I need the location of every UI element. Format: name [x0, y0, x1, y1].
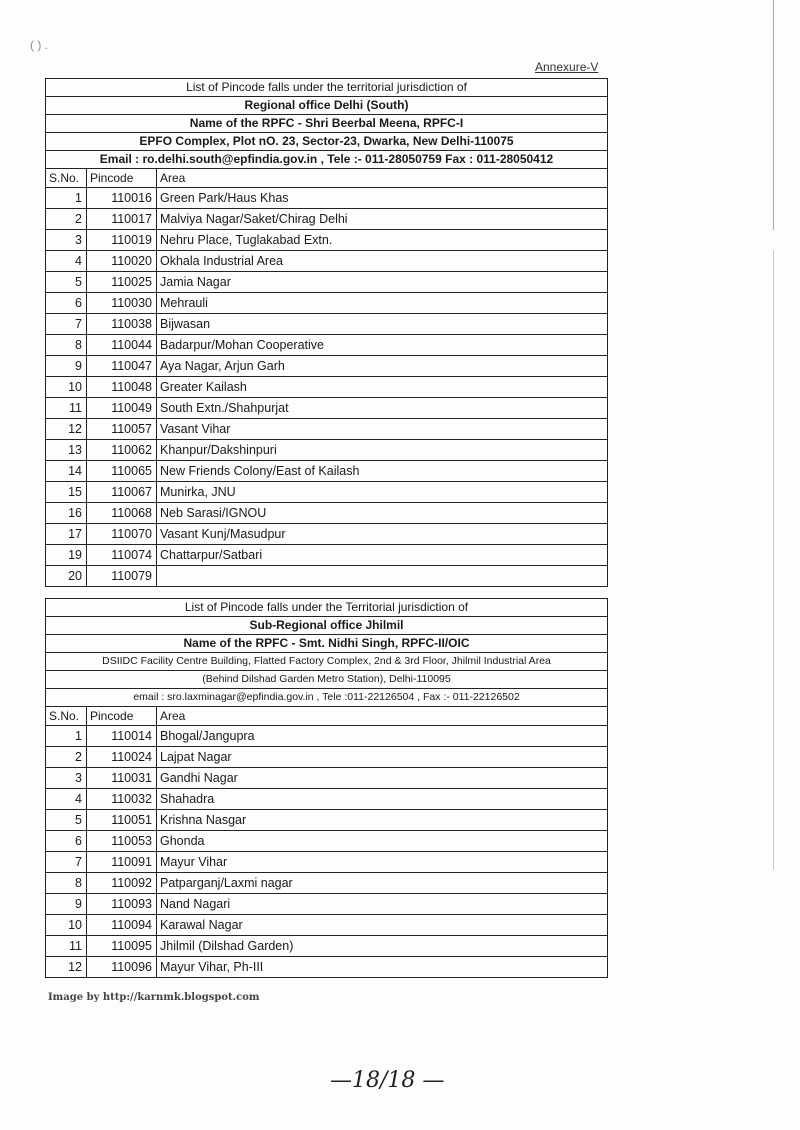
pincode-cell: 110044 [87, 335, 157, 356]
pincode-cell: 110020 [87, 251, 157, 272]
table-row [46, 873, 608, 894]
sno-cell: 4 [46, 789, 87, 810]
table-row [46, 419, 608, 440]
table2-address-line1: DSIIDC Facility Centre Building, Flatted Factory Complex, 2nd & 3rd Floor, Jhilmil Industrial Area [46, 653, 608, 671]
pincode-table-jhilmil [45, 598, 608, 978]
area-cell: Mayur Vihar, Ph-III [157, 957, 608, 978]
scan-mark: ( ) . [30, 38, 48, 52]
pincode-cell: 110047 [87, 356, 157, 377]
pincode-cell: 110092 [87, 873, 157, 894]
sno-cell: 7 [46, 314, 87, 335]
table-row [46, 810, 608, 831]
table2-address-line2: (Behind Dilshad Garden Metro Station), Delhi-110095 [46, 671, 608, 689]
area-cell: Malviya Nagar/Saket/Chirag Delhi [157, 209, 608, 230]
table-row [46, 209, 608, 230]
table-row [46, 188, 608, 209]
annexure-label: Annexure-V [535, 60, 599, 74]
sno-cell: 2 [46, 209, 87, 230]
area-cell: Lajpat Nagar [157, 747, 608, 768]
table1-rows [46, 188, 608, 587]
table1-contact: Email : ro.delhi.south@epfindia.gov.in , Tele :- 011-28050759 Fax : 011-28050412 [46, 151, 608, 169]
table-row [46, 852, 608, 873]
area-cell: Nehru Place, Tuglakabad Extn. [157, 230, 608, 251]
sno-cell: 8 [46, 335, 87, 356]
table-row [46, 461, 608, 482]
sno-cell: 8 [46, 873, 87, 894]
pincode-cell: 110096 [87, 957, 157, 978]
table2-office: Sub-Regional office Jhilmil [46, 617, 608, 635]
table-row [46, 768, 608, 789]
sno-cell: 11 [46, 398, 87, 419]
pincode-cell: 110057 [87, 419, 157, 440]
pincode-table-delhi-south [45, 78, 608, 587]
pincode-cell: 110053 [87, 831, 157, 852]
table-row [46, 936, 608, 957]
area-cell: Bhogal/Jangupra [157, 726, 608, 747]
table1-col-sno: S.No. [46, 169, 87, 188]
pincode-cell: 110095 [87, 936, 157, 957]
sno-cell: 13 [46, 440, 87, 461]
area-cell: Badarpur/Mohan Cooperative [157, 335, 608, 356]
table1-title: List of Pincode falls under the territorial jurisdiction of [46, 79, 608, 97]
sno-cell: 15 [46, 482, 87, 503]
table-row [46, 398, 608, 419]
pincode-cell: 110062 [87, 440, 157, 461]
table-row [46, 915, 608, 936]
table-row [46, 251, 608, 272]
sno-cell: 2 [46, 747, 87, 768]
area-cell: Nand Nagari [157, 894, 608, 915]
table-row [46, 747, 608, 768]
area-cell: New Friends Colony/East of Kailash [157, 461, 608, 482]
table-row [46, 894, 608, 915]
area-cell: Gandhi Nagar [157, 768, 608, 789]
table-row [46, 503, 608, 524]
sno-cell: 12 [46, 419, 87, 440]
area-cell: Bijwasan [157, 314, 608, 335]
scan-edge-line [773, 0, 774, 230]
footer-credit: Image by http://karnmk.blogspot.com [48, 992, 260, 1003]
sno-cell: 9 [46, 356, 87, 377]
area-cell [157, 566, 608, 587]
sno-cell: 7 [46, 852, 87, 873]
table1-address: EPFO Complex, Plot nO. 23, Sector-23, Dwarka, New Delhi-110075 [46, 133, 608, 151]
area-cell: Green Park/Haus Khas [157, 188, 608, 209]
table1-office: Regional office Delhi (South) [46, 97, 608, 115]
area-cell: Neb Sarasi/IGNOU [157, 503, 608, 524]
sno-cell: 5 [46, 810, 87, 831]
sno-cell: 5 [46, 272, 87, 293]
table-row [46, 293, 608, 314]
table1-col-area: Area [157, 169, 608, 188]
sno-cell: 3 [46, 768, 87, 789]
area-cell: Karawal Nagar [157, 915, 608, 936]
table1-rpfc-name: Name of the RPFC - Shri Beerbal Meena, RPFC-I [46, 115, 608, 133]
pincode-cell: 110030 [87, 293, 157, 314]
pincode-cell: 110024 [87, 747, 157, 768]
table-row [46, 482, 608, 503]
sno-cell: 11 [46, 936, 87, 957]
pincode-cell: 110017 [87, 209, 157, 230]
pincode-cell: 110079 [87, 566, 157, 587]
pincode-cell: 110032 [87, 789, 157, 810]
table-row [46, 831, 608, 852]
table2-rpfc-name: Name of the RPFC - Smt. Nidhi Singh, RPFC-II/OIC [46, 635, 608, 653]
page-number: —18/18 — [330, 1068, 445, 1093]
area-cell: Greater Kailash [157, 377, 608, 398]
pincode-cell: 110048 [87, 377, 157, 398]
table2-rows [46, 726, 608, 978]
area-cell: Khanpur/Dakshinpuri [157, 440, 608, 461]
table2-col-pincode: Pincode [87, 707, 157, 726]
area-cell: Okhala Industrial Area [157, 251, 608, 272]
pincode-cell: 110014 [87, 726, 157, 747]
table1-col-pincode: Pincode [87, 169, 157, 188]
sno-cell: 12 [46, 957, 87, 978]
table-row [46, 957, 608, 978]
table-row [46, 314, 608, 335]
pincode-cell: 110031 [87, 768, 157, 789]
sno-cell: 1 [46, 726, 87, 747]
area-cell: South Extn./Shahpurjat [157, 398, 608, 419]
area-cell: Munirka, JNU [157, 482, 608, 503]
page-number-text: 18/18 [352, 1068, 416, 1093]
table-row [46, 440, 608, 461]
area-cell: Mayur Vihar [157, 852, 608, 873]
pincode-cell: 110067 [87, 482, 157, 503]
table2-col-area: Area [157, 707, 608, 726]
sno-cell: 19 [46, 545, 87, 566]
sno-cell: 10 [46, 377, 87, 398]
sno-cell: 10 [46, 915, 87, 936]
pincode-cell: 110074 [87, 545, 157, 566]
area-cell: Patparganj/Laxmi nagar [157, 873, 608, 894]
sno-cell: 6 [46, 831, 87, 852]
area-cell: Shahadra [157, 789, 608, 810]
pincode-cell: 110065 [87, 461, 157, 482]
table-row [46, 545, 608, 566]
pincode-cell: 110094 [87, 915, 157, 936]
pincode-cell: 110091 [87, 852, 157, 873]
pincode-cell: 110038 [87, 314, 157, 335]
area-cell: Jamia Nagar [157, 272, 608, 293]
pincode-cell: 110093 [87, 894, 157, 915]
table-row [46, 726, 608, 747]
sno-cell: 16 [46, 503, 87, 524]
sno-cell: 3 [46, 230, 87, 251]
pincode-cell: 110051 [87, 810, 157, 831]
pincode-cell: 110068 [87, 503, 157, 524]
sno-cell: 4 [46, 251, 87, 272]
table-row [46, 524, 608, 545]
pincode-cell: 110049 [87, 398, 157, 419]
table-row [46, 230, 608, 251]
area-cell: Krishna Nasgar [157, 810, 608, 831]
sno-cell: 1 [46, 188, 87, 209]
sno-cell: 9 [46, 894, 87, 915]
table-row [46, 335, 608, 356]
table2-title: List of Pincode falls under the Territorial jurisdiction of [46, 599, 608, 617]
scan-edge-line [773, 250, 774, 870]
table2-contact: email : sro.laxminagar@epfindia.gov.in , Tele :011-22126504 , Fax :- 011-22126502 [46, 689, 608, 707]
sno-cell: 17 [46, 524, 87, 545]
sno-cell: 20 [46, 566, 87, 587]
table-row [46, 356, 608, 377]
pincode-cell: 110070 [87, 524, 157, 545]
sno-cell: 6 [46, 293, 87, 314]
area-cell: Mehrauli [157, 293, 608, 314]
table-row [46, 566, 608, 587]
area-cell: Vasant Kunj/Masudpur [157, 524, 608, 545]
sno-cell: 14 [46, 461, 87, 482]
pincode-cell: 110025 [87, 272, 157, 293]
pincode-cell: 110016 [87, 188, 157, 209]
table1-header-block [46, 79, 608, 188]
area-cell: Aya Nagar, Arjun Garh [157, 356, 608, 377]
area-cell: Vasant Vihar [157, 419, 608, 440]
table-row [46, 377, 608, 398]
pincode-cell: 110019 [87, 230, 157, 251]
table-row [46, 272, 608, 293]
table-row [46, 789, 608, 810]
area-cell: Jhilmil (Dilshad Garden) [157, 936, 608, 957]
table2-header-block [46, 599, 608, 726]
area-cell: Ghonda [157, 831, 608, 852]
table2-col-sno: S.No. [46, 707, 87, 726]
area-cell: Chattarpur/Satbari [157, 545, 608, 566]
